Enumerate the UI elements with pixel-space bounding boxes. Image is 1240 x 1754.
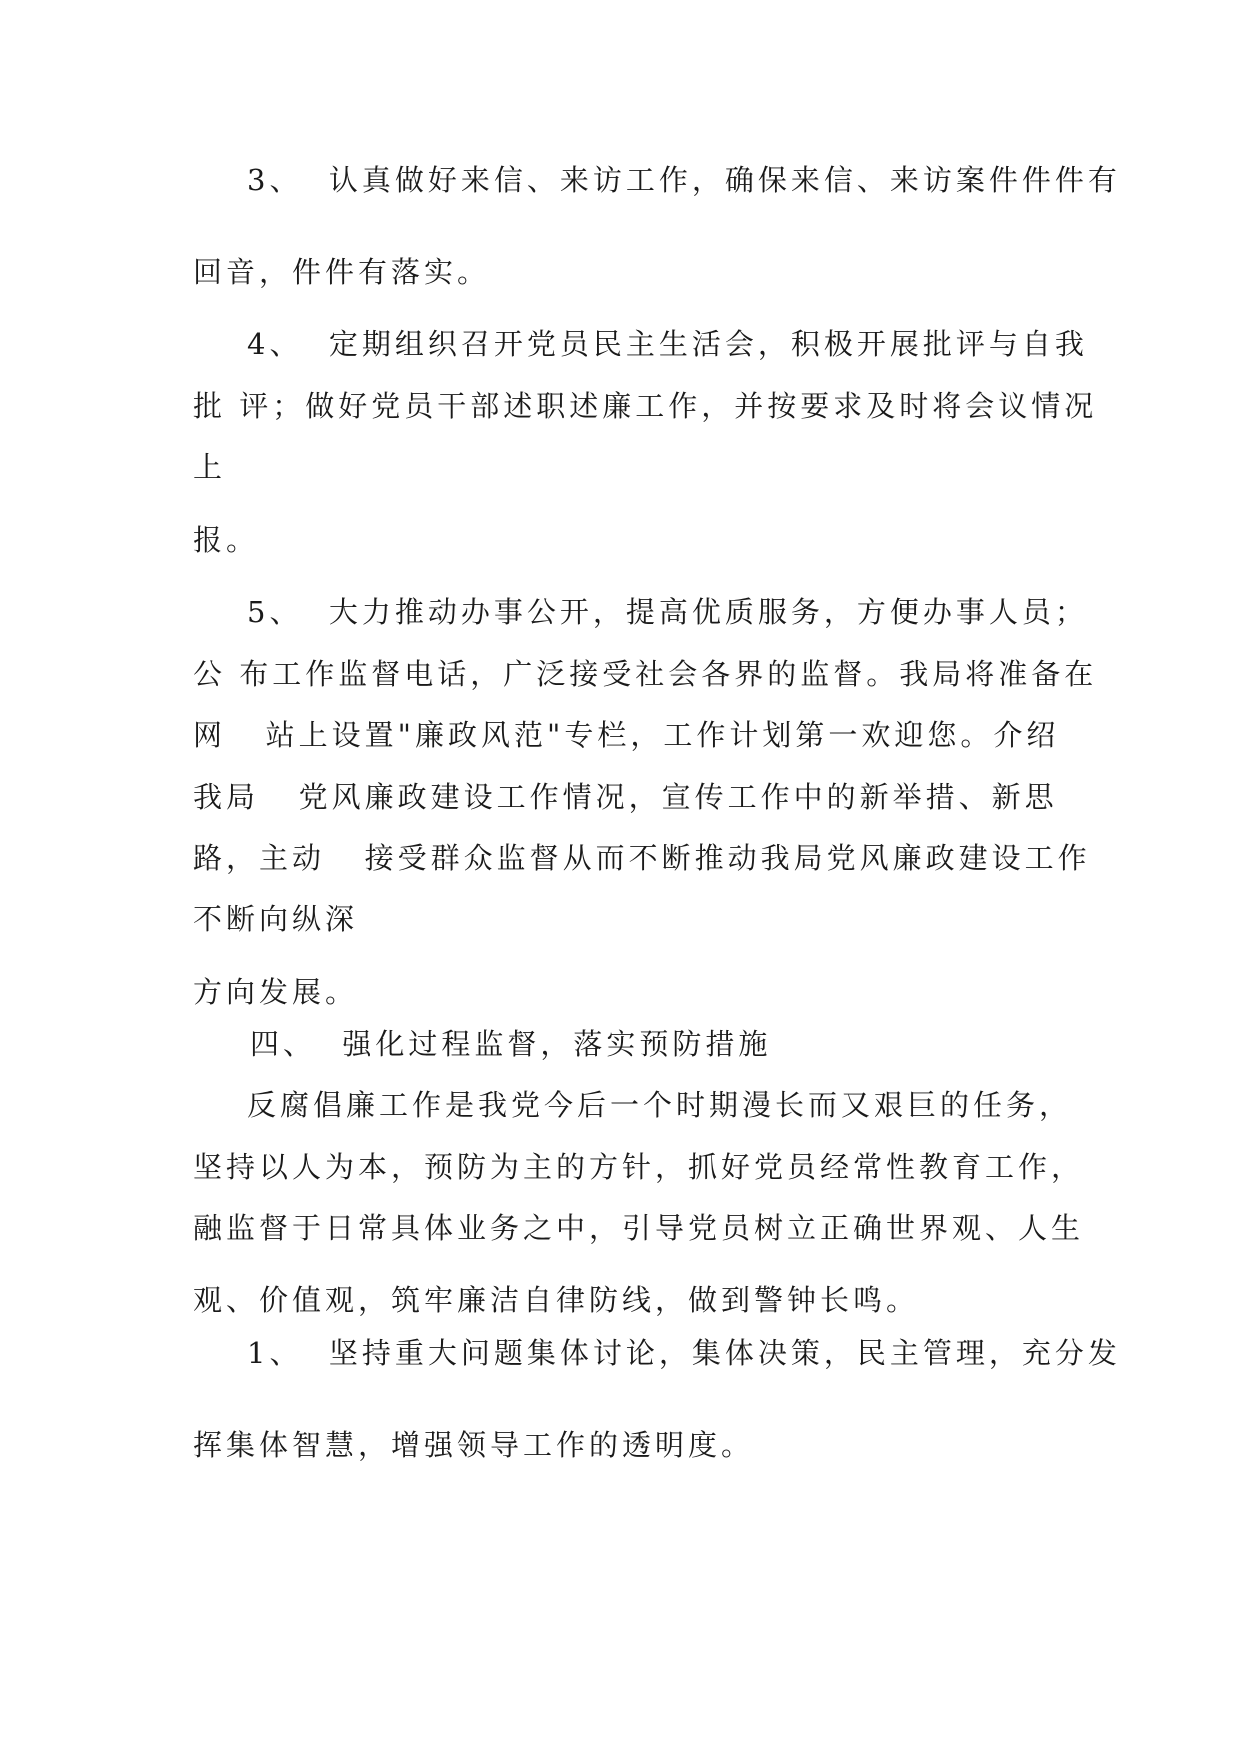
text-line: 不断向纵深	[193, 902, 359, 936]
text-line: 观、价值观，筑牢廉洁自律防线，做到警钟长鸣。	[193, 1283, 920, 1317]
text-line: 融监督于日常具体业务之中，引导党员树立正确世界观、人生	[193, 1211, 1085, 1245]
text-line: 反腐倡廉工作是我党今后一个时期漫长而又艰巨的任务，	[247, 1088, 1073, 1122]
text-line: 5、 大力推动办事公开，提高优质服务，方便办事人员；	[247, 595, 1088, 629]
text-line: 我局 党风廉政建设工作情况，宣传工作中的新举措、新思	[193, 780, 1058, 814]
text-line: 上	[193, 450, 227, 484]
text-line: 回音，件件有落实。	[193, 255, 491, 289]
text-line: 挥集体智慧，增强领导工作的透明度。	[193, 1428, 755, 1462]
text-line: 方向发展。	[193, 975, 359, 1009]
text-line: 4、 定期组织召开党员民主生活会，积极开展批评与自我	[247, 327, 1088, 361]
text-line: 报。	[193, 523, 260, 557]
text-line: 批 评；做好党员干部述职述廉工作，并按要求及时将会议情况	[193, 389, 1098, 423]
text-line: 坚持以人为本，预防为主的方针，抓好党员经常性教育工作，	[193, 1150, 1085, 1184]
text-line: 1、 坚持重大问题集体讨论，集体决策，民主管理，充分发	[247, 1336, 1121, 1370]
text-line: 公 布工作监督电话，广泛接受社会各界的监督。我局将准备在	[193, 657, 1098, 691]
text-line: 3、 认真做好来信、来访工作，确保来信、来访案件件件有	[247, 163, 1121, 197]
text-line: 网 站上设置"廉政风范"专栏，工作计划第一欢迎您。介绍	[193, 718, 1060, 752]
text-line: 路，主动 接受群众监督从而不断推动我局党风廉政建设工作	[193, 841, 1091, 875]
section-heading: 四、 强化过程监督，落实预防措施	[250, 1027, 772, 1061]
